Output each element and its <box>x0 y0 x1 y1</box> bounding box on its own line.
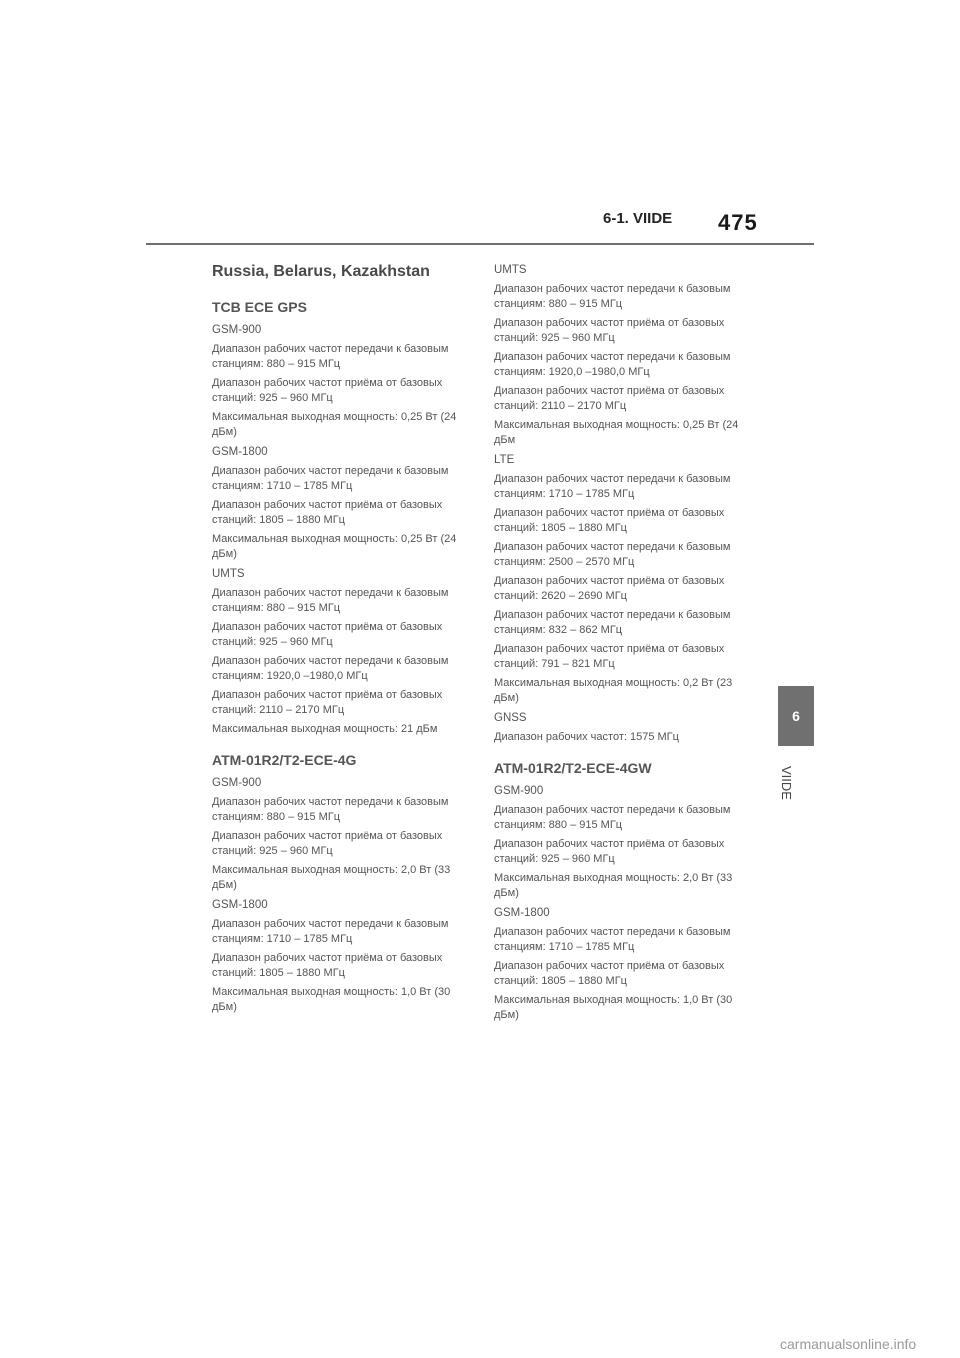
spec-line: Максимальная выходная мощность: 0,2 Вт (23 дБм) <box>494 677 733 704</box>
spec-line: Максимальная выходная мощность: 1,0 Вт (30 дБм) <box>494 994 733 1021</box>
band-label: GSM-900 <box>212 324 262 336</box>
model-title: ATM-01R2/T2-ECE-4G <box>212 752 357 768</box>
spec-line: Максимальная выходная мощность: 21 дБм <box>212 723 438 735</box>
spec-line: Диапазон рабочих частот передачи к базовым станциям: 1710 – 1785 МГц <box>212 918 449 945</box>
band-label: GSM-1800 <box>212 446 268 458</box>
spec-line: Диапазон рабочих частот приёма от базовых станций: 925 – 960 МГц <box>494 838 725 865</box>
model-title: ATM-01R2/T2-ECE-4GW <box>494 760 652 776</box>
right-column <box>494 262 756 1027</box>
section-label: 6-1. VIIDE <box>603 210 673 227</box>
band-label: GSM-900 <box>494 785 544 797</box>
spec-line: Диапазон рабочих частот: 1575 МГц <box>494 731 679 743</box>
spec-line: Диапазон рабочих частот передачи к базовым станциям: 832 – 862 МГц <box>494 609 731 636</box>
band-label: GSM-900 <box>212 777 262 789</box>
model-title: TCB ECE GPS <box>212 299 307 315</box>
spec-line: Диапазон рабочих частот передачи к базовым станциям: 880 – 915 МГц <box>212 587 449 614</box>
page-number: 475 <box>718 210 758 235</box>
chapter-label-container <box>770 752 820 800</box>
spec-line: Диапазон рабочих частот приёма от базовых станций: 1805 – 1880 МГц <box>494 960 725 987</box>
spec-line: Максимальная выходная мощность: 0,25 Вт (24 дБм) <box>212 411 457 438</box>
header-divider <box>146 243 814 245</box>
spec-line: Диапазон рабочих частот передачи к базовым станциям: 1710 – 1785 МГц <box>494 926 731 953</box>
band-label: GNSS <box>494 712 527 724</box>
spec-line: Диапазон рабочих частот приёма от базовых станций: 925 – 960 МГц <box>212 621 443 648</box>
spec-line: Максимальная выходная мощность: 1,0 Вт (30 дБм) <box>212 986 451 1013</box>
spec-line: Максимальная выходная мощность: 2,0 Вт (33 дБм) <box>212 864 451 891</box>
band-label: GSM-1800 <box>212 899 268 911</box>
spec-line: Диапазон рабочих частот приёма от базовых станций: 925 – 960 МГц <box>494 317 725 344</box>
spec-line: Диапазон рабочих частот приёма от базовых станций: 791 – 821 МГц <box>494 643 725 670</box>
spec-line: Диапазон рабочих частот приёма от базовых станций: 1805 – 1880 МГц <box>494 507 725 534</box>
spec-line: Диапазон рабочих частот передачи к базовым станциям: 880 – 915 МГц <box>494 804 731 831</box>
spec-line: Диапазон рабочих частот передачи к базовым станциям: 2500 – 2570 МГц <box>494 541 731 568</box>
band-label: UMTS <box>212 568 245 580</box>
spec-line: Диапазон рабочих частот передачи к базовым станциям: 880 – 915 МГц <box>212 343 449 370</box>
left-column <box>212 262 474 1019</box>
band-label: LTE <box>494 454 515 466</box>
spec-line: Диапазон рабочих частот передачи к базовым станциям: 880 – 915 МГц <box>494 283 731 310</box>
spec-line: Диапазон рабочих частот приёма от базовых станций: 925 – 960 МГц <box>212 377 443 404</box>
chapter-label: VIIDE <box>779 766 794 800</box>
spec-line: Диапазон рабочих частот передачи к базовым станциям: 880 – 915 МГц <box>212 796 449 823</box>
spec-line: Диапазон рабочих частот приёма от базовых станций: 2110 – 2170 МГц <box>494 385 725 412</box>
band-label: UMTS <box>494 264 527 276</box>
spec-line: Диапазон рабочих частот приёма от базовых станций: 925 – 960 МГц <box>212 830 443 857</box>
spec-line: Диапазон рабочих частот передачи к базовым станциям: 1920,0 –1980,0 МГц <box>494 351 731 378</box>
region-title: Russia, Belarus, Kazakhstan <box>212 263 430 280</box>
spec-line: Диапазон рабочих частот приёма от базовых станций: 2110 – 2170 МГц <box>212 689 443 716</box>
spec-line: Диапазон рабочих частот приёма от базовых станций: 1805 – 1880 МГц <box>212 499 443 526</box>
spec-line: Максимальная выходная мощность: 0,25 Вт (24 дБм <box>494 419 739 446</box>
chapter-tab[interactable]: 6 <box>778 686 814 746</box>
band-label: GSM-1800 <box>494 907 550 919</box>
spec-line: Диапазон рабочих частот передачи к базовым станциям: 1710 – 1785 МГц <box>494 473 731 500</box>
page-header <box>0 0 960 250</box>
spec-line: Диапазон рабочих частот передачи к базовым станциям: 1920,0 –1980,0 МГц <box>212 655 449 682</box>
spec-line: Диапазон рабочих частот передачи к базовым станциям: 1710 – 1785 МГц <box>212 465 449 492</box>
spec-line: Максимальная выходная мощность: 0,25 Вт (24 дБм) <box>212 533 457 560</box>
spec-line: Диапазон рабочих частот приёма от базовых станций: 1805 – 1880 МГц <box>212 952 443 979</box>
watermark: carmanualsonline.info <box>780 1336 917 1352</box>
spec-line: Диапазон рабочих частот приёма от базовых станций: 2620 – 2690 МГц <box>494 575 725 602</box>
spec-line: Максимальная выходная мощность: 2,0 Вт (33 дБм) <box>494 872 733 899</box>
